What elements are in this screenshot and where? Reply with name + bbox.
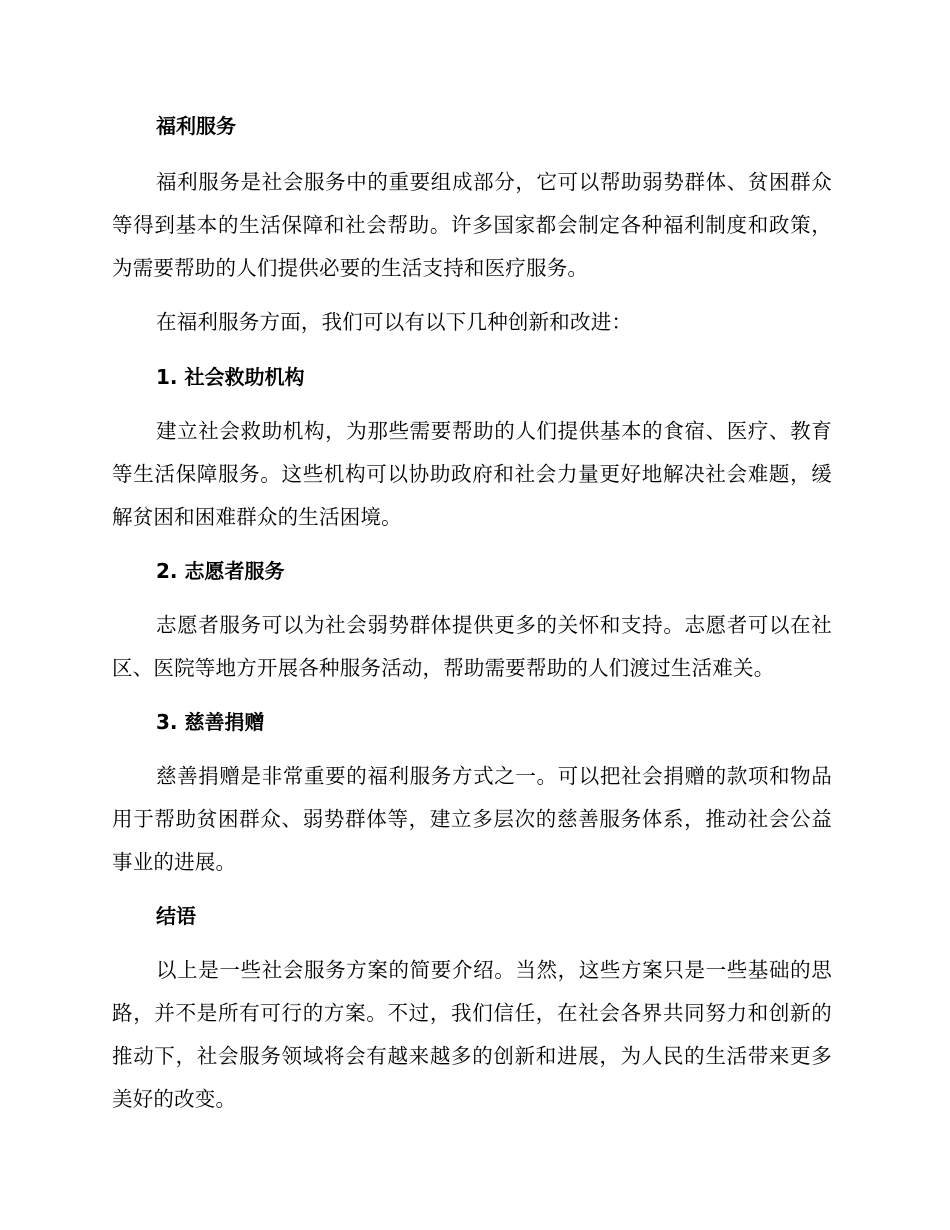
conclusion-paragraph: 以上是一些社会服务方案的简要介绍。当然，这些方案只是一些基础的思路，并不是所有可行的方案。不过，我们信任，在社会各界共同努力和创新的推动下，社会服务领域将会有越来越多的创新和进展，为人民的生活带来更多美好的改变。: [112, 958, 832, 1111]
section-heading-welfare: 福利服务: [156, 114, 236, 138]
item-heading-social-aid: 1. 社会救助机构: [156, 365, 305, 389]
item-body-charity: 慈善捐赠是非常重要的福利服务方式之一。可以把社会捐赠的款项和物品用于帮助贫困群众、弱势群体等，建立多层次的慈善服务体系，推动社会公益事业的进展。: [112, 764, 832, 874]
item-heading-charity: 3. 慈善捐赠: [156, 710, 265, 734]
welfare-lead-paragraph: 在福利服务方面，我们可以有以下几种创新和改进：: [156, 310, 633, 334]
item-body-social-aid: 建立社会救助机构，为那些需要帮助的人们提供基本的食宿、医疗、教育等生活保障服务。这些机构可以协助政府和社会力量更好地解决社会难题，缓解贫困和困难群众的生活困境。: [112, 419, 832, 529]
section-heading-conclusion: 结语: [156, 904, 196, 928]
item-heading-volunteer: 2. 志愿者服务: [156, 559, 285, 583]
welfare-intro-paragraph: 福利服务是社会服务中的重要组成部分，它可以帮助弱势群体、贫困群众等得到基本的生活保障和社会帮助。许多国家都会制定各种福利制度和政策，为需要帮助的人们提供必要的生活支持和医疗服务。: [112, 170, 832, 280]
item-body-volunteer: 志愿者服务可以为社会弱势群体提供更多的关怀和支持。志愿者可以在社区、医院等地方开展各种服务活动，帮助需要帮助的人们渡过生活难关。: [112, 613, 832, 680]
